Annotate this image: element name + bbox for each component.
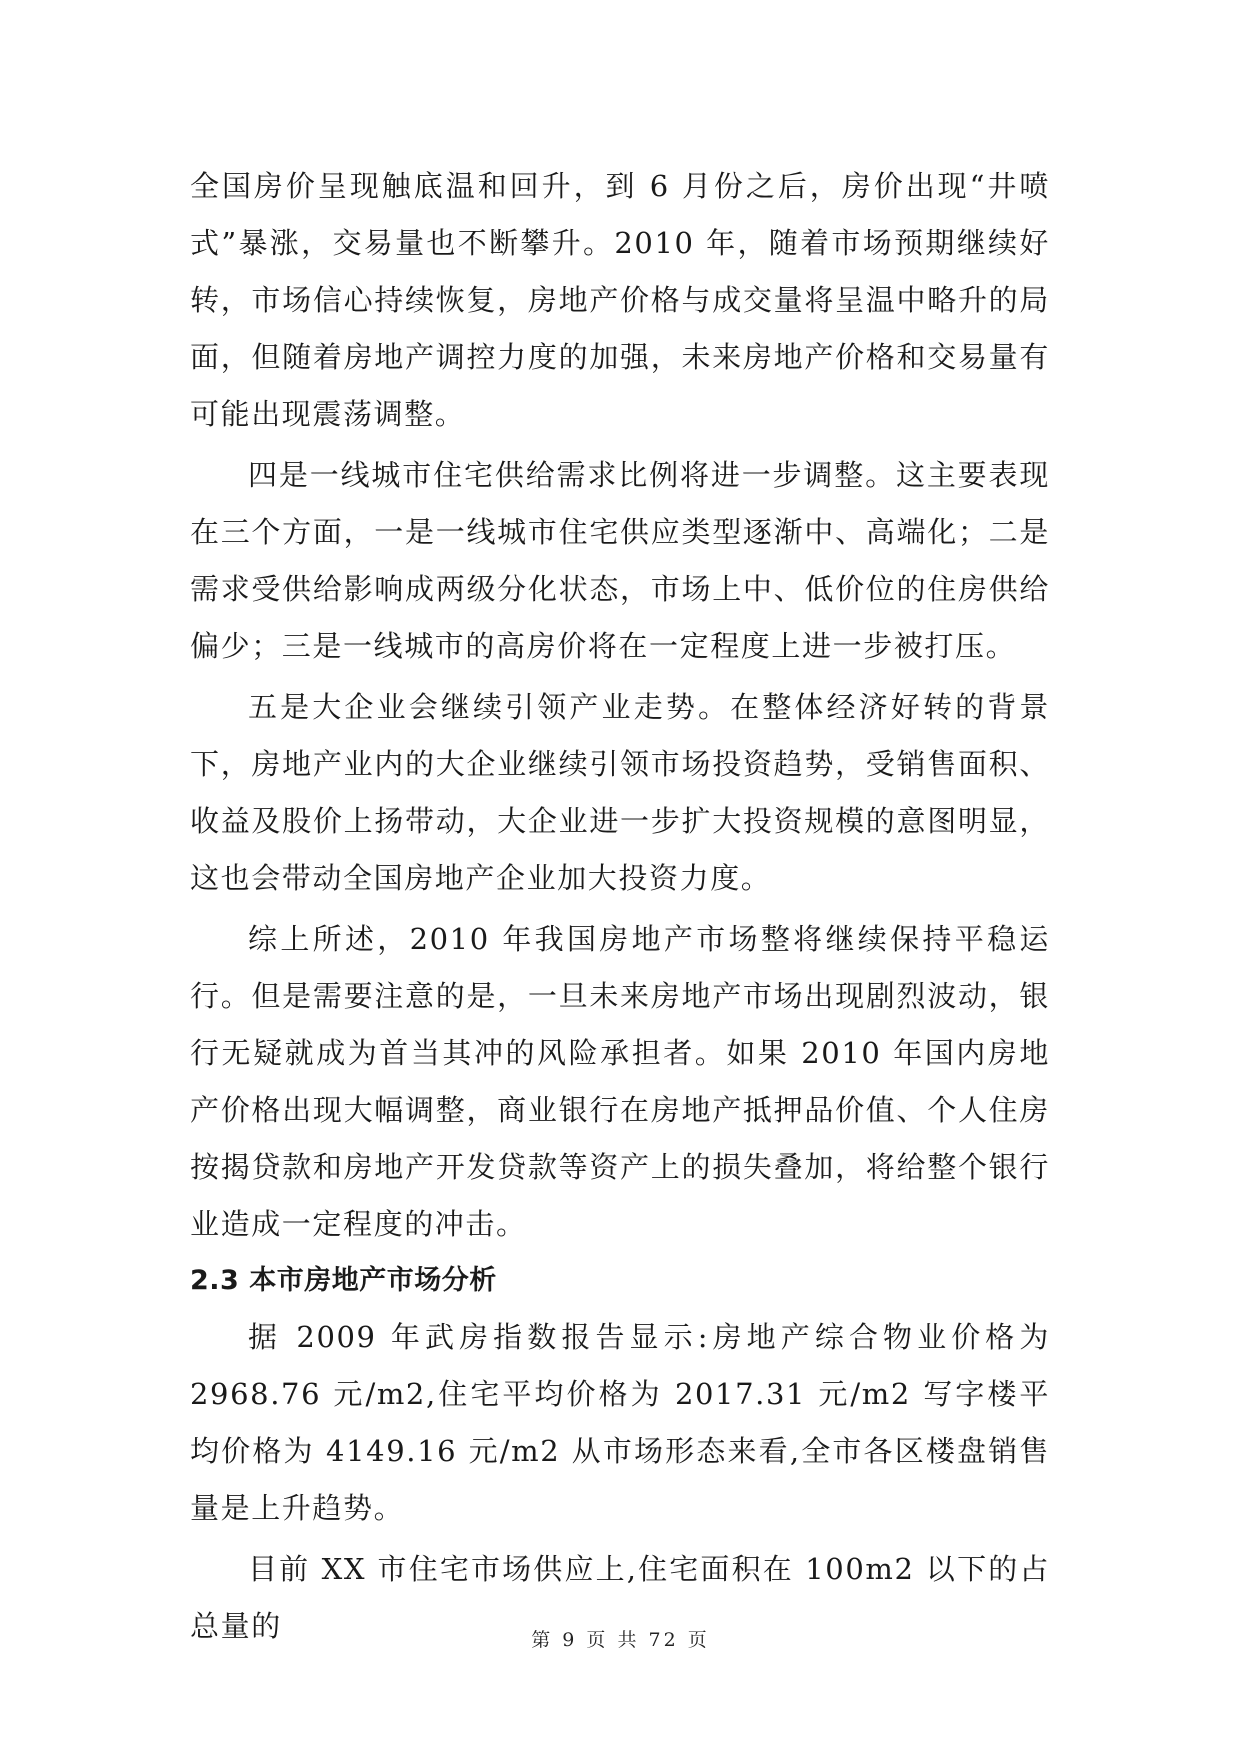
body-paragraph-point-five: 五是大企业会继续引领产业走势。在整体经济好转的背景下，房地产业内的大企业继续引领市场投资趋势，受销售面积、收益及股价上扬带动，大企业进一步扩大投资规模的意图明显，这也会带动全国房地产企业加大投资力度。 — [190, 690, 1050, 895]
body-paragraph-summary: 综上所述，2010 年我国房地产市场整将继续保持平稳运行。但是需要注意的是，一旦未来房地产市场出现剧烈波动，银行无疑就成为首当其冲的风险承担者。如果 2010 年国内房地产价格出现大幅调整，商业银行在房地产抵押品价值、个人住房按揭贷款和房地产开发贷款等资产上的损失叠加，将给整个银行业造成一定程度的冲击。 — [190, 922, 1050, 1241]
section-paragraph-supply: 目前 XX 市住宅市场供应上,住宅面积在 100m2 以下的占总量的 — [190, 1552, 1050, 1643]
section-paragraph-price-index: 据 2009 年武房指数报告显示:房地产综合物业价格为 2968.76 元/m2,住宅平均价格为 2017.31 元/m2 写字楼平均价格为 4149.16 元/m2 从市场形态来看,全市各区楼盘销售量是上升趋势。 — [190, 1320, 1050, 1525]
section-heading: 2.3 本市房地产市场分析 — [190, 1265, 497, 1296]
body-paragraph-point-four: 四是一线城市住宅供给需求比例将进一步调整。这主要表现在三个方面，一是一线城市住宅供应类型逐渐中、高端化；二是需求受供给影响成两级分化状态，市场上中、低价位的住房供给偏少；三是一线城市的高房价将在一定程度上进一步被打压。 — [190, 458, 1050, 663]
page-body — [190, 158, 1050, 1655]
body-paragraph-continued: 全国房价呈现触底温和回升，到 6 月份之后，房价出现“井喷式”暴涨，交易量也不断攀升。2010 年，随着市场预期继续好转，市场信心持续恢复，房地产价格与成交量将呈温中略升的局面，但随着房地产调控力度的加强，未来房地产价格和交易量有可能出现震荡调整。 — [190, 169, 1050, 431]
page-number-footer: 第 9 页 共 72 页 — [531, 1629, 710, 1651]
